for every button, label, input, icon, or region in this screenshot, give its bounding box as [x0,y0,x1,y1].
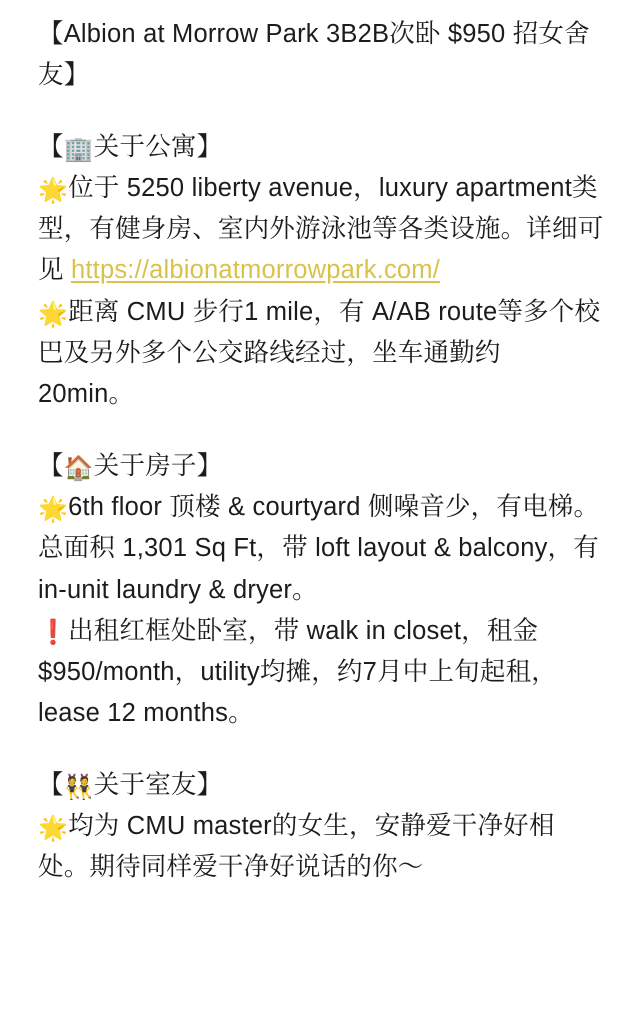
star-icon: 🌟 [38,494,69,523]
house-line-2-text: 出租红框处卧室，带 walk in closet，租金$950/month，utility均摊，约7月中上旬起租，lease 12 months。 [38,616,557,728]
section-spacer [38,416,604,446]
section-heading-text-apartment: 关于公寓】 [93,132,223,161]
section-spacer [38,97,604,127]
building-icon: 🏢 [63,134,94,163]
roommate-line-1 [38,806,604,889]
house-icon: 🏠 [63,453,94,482]
section-heading-apartment [38,127,604,168]
apartment-website-link[interactable]: https://albionatmorrowpark.com/ [71,256,441,285]
post-body [38,14,604,889]
section-heading-house [38,446,604,487]
section-bracket-open-apartment: 【 [38,132,64,161]
house-line-1 [38,487,604,611]
roommate-line-1-text: 均为 CMU master的女生，安静爱干净好相处。期待同样爱干净好说话的你～ [38,812,555,882]
apartment-line-2-text: 距离 CMU 步行1 mile，有 A/AB route等多个校巴及另外多个公交路线经过，坐车通勤约 20min。 [38,297,601,409]
section-heading-roommate [38,765,604,806]
house-line-2 [38,611,604,735]
apartment-line-2 [38,292,604,416]
apartment-line-1 [38,168,604,292]
star-icon: 🌟 [38,175,69,204]
section-heading-text-house: 关于房子】 [93,451,223,480]
star-icon: 🌟 [38,299,69,328]
section-spacer [38,735,604,765]
post-title: 【Albion at Morrow Park 3B2B次卧 $950 招女舍友】 [38,20,590,90]
section-bracket-open-house: 【 [38,451,64,480]
section-heading-text-roommate: 关于室友】 [93,770,223,799]
house-line-1-text: 6th floor 顶楼 & courtyard 侧噪音少，有电梯。总面积 1,301 Sq Ft，带 loft layout & balcony，有 in-unit laundry & dryer。 [38,492,600,604]
people-icon: 👯 [63,772,94,801]
section-bracket-open-roommate: 【 [38,770,64,799]
exclamation-icon: ❗ [38,617,69,646]
apartment-line-1-text: 位于 5250 liberty avenue，luxury apartment类型，有健身房、室内外游泳池等各类设施。详细可见 [38,173,604,285]
star-icon: 🌟 [38,814,69,843]
